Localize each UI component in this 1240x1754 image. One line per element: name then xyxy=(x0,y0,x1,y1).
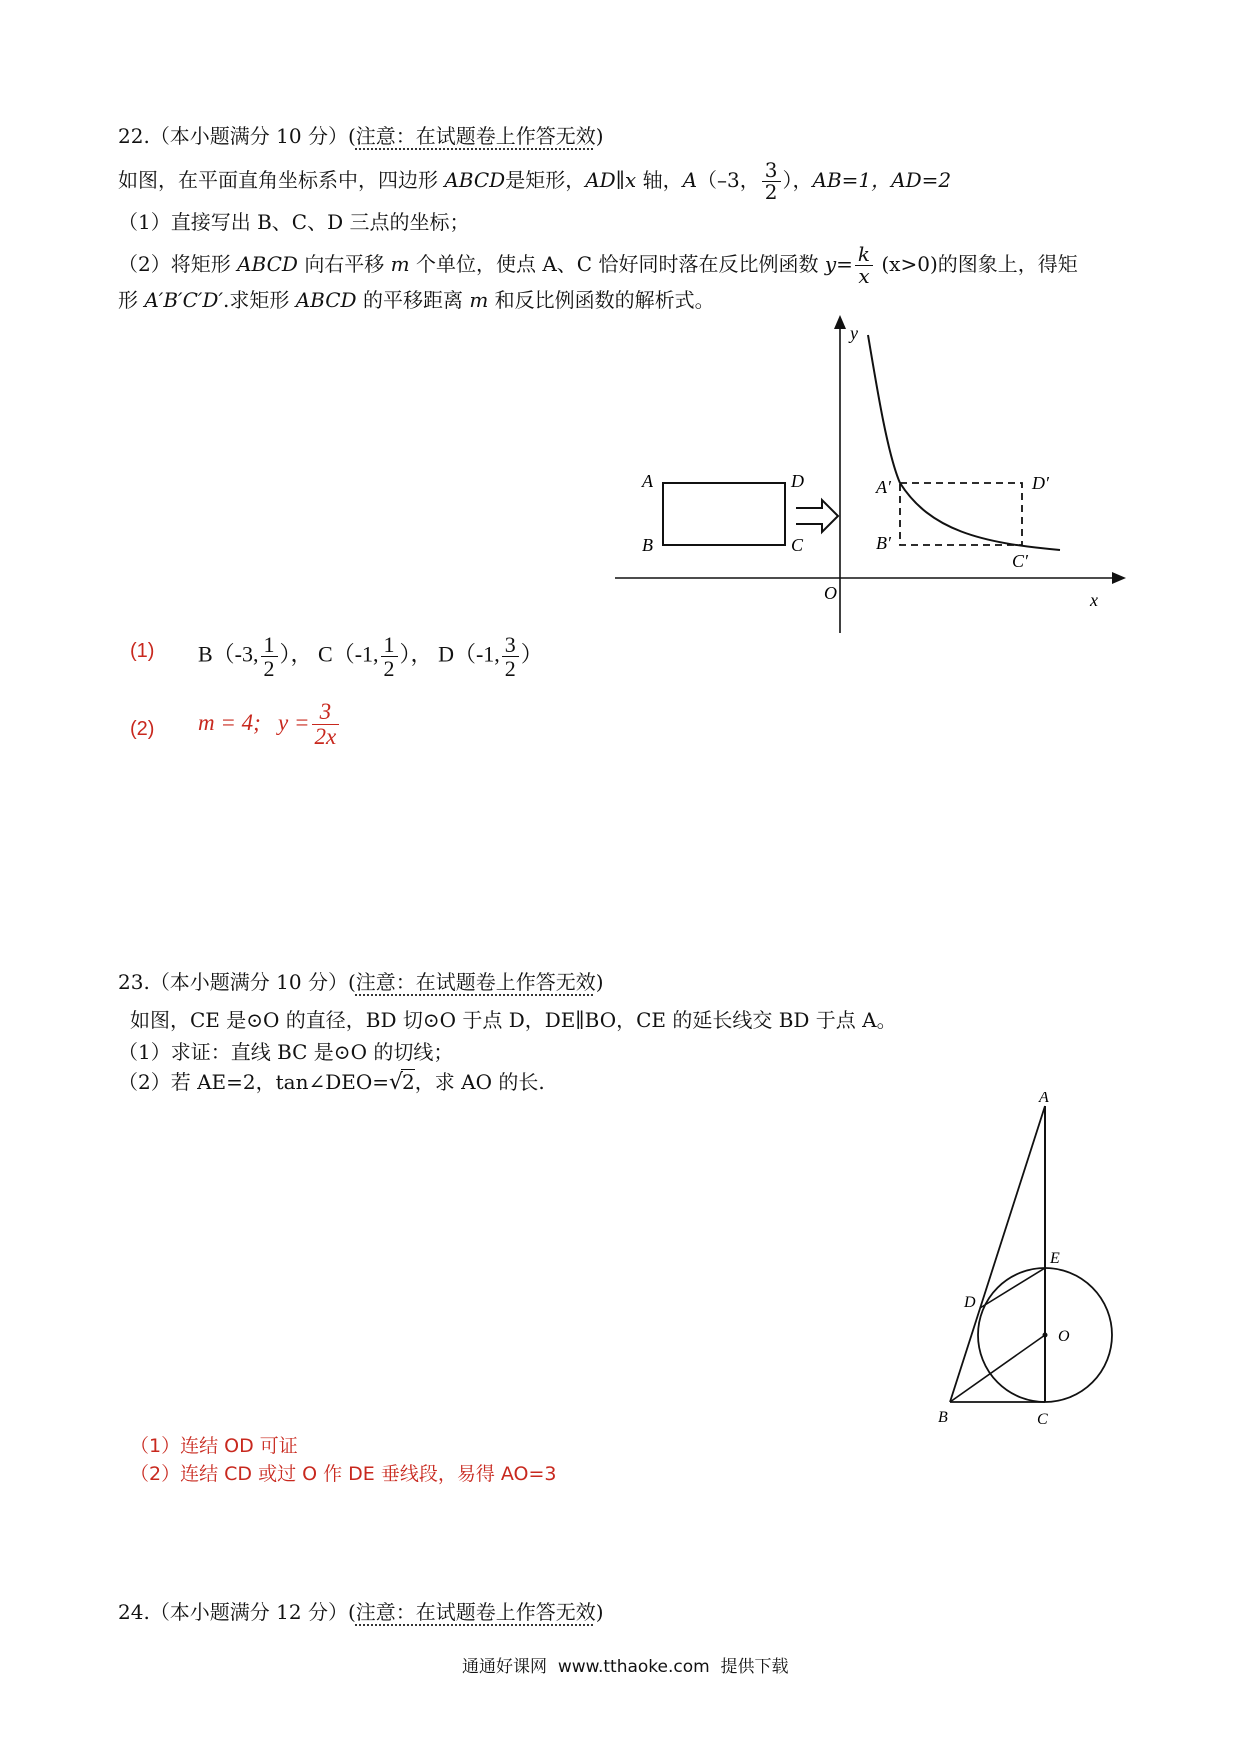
y-axis-arrow xyxy=(834,315,846,329)
q22-answer1: B（-3, $\frac{1}{2}$ ）， C（-1, $\frac{1}{2}$ ）， D（-1, $\frac{3}{2}$ ） xyxy=(198,632,543,682)
label-b: B xyxy=(938,1409,948,1426)
sqrt-icon: √ xyxy=(389,1070,404,1095)
label-c-prime: C′ xyxy=(1012,551,1028,571)
q24-note-label: 注意： xyxy=(355,1600,416,1624)
hyperbola-curve xyxy=(868,335,1060,550)
q22-answer1-label: (1) xyxy=(130,640,155,662)
line-bo xyxy=(950,1335,1045,1402)
center-point-o xyxy=(1043,1333,1048,1338)
label-y-axis: y xyxy=(850,323,858,343)
q23-answer2: （2）连结 CD 或过 O 作 DE 垂线段，易得 AO=3 xyxy=(130,1463,557,1485)
translate-arrow-icon xyxy=(796,500,838,532)
label-d: D xyxy=(964,1294,976,1311)
line-ab xyxy=(950,1106,1045,1402)
q22-header: 22.（本小题满分 10 分）(注意：在试题卷上作答无效) xyxy=(118,124,604,148)
q22-figure xyxy=(600,315,1130,635)
q23-part1: （1）求证：直线 BC 是⊙O 的切线； xyxy=(118,1040,454,1064)
q23-score: （本小题满分 10 分） xyxy=(149,970,348,994)
label-c: C xyxy=(791,535,804,555)
q22-number: 22. xyxy=(118,124,150,148)
q22-answer2: m = 4; y = $\frac{3}{2x}$ xyxy=(198,700,341,749)
label-x-axis: x xyxy=(1090,590,1098,610)
label-b-prime: B′ xyxy=(876,533,891,553)
q22-function-fraction: $\frac{k}{x}$ xyxy=(855,244,873,287)
label-a: A xyxy=(1039,1092,1049,1106)
line-de xyxy=(980,1268,1045,1308)
q23-header: 23.（本小题满分 10 分）(注意：在试题卷上作答无效) xyxy=(118,970,604,994)
label-a: A xyxy=(642,471,653,491)
q23-part2: （2）若 AE=2，tan∠DEO=√2，求 AO 的长. xyxy=(118,1070,545,1095)
footer-site-name: 通通好课网 xyxy=(462,1657,547,1677)
label-d-prime: D′ xyxy=(1032,473,1049,493)
q22-stem: 如图，在平面直角坐标系中，四边形 ABCD是矩形，AD∥x 轴，A（–3， $\frac{3}{2}$ ），AB=1，AD=2 xyxy=(118,158,952,204)
q22-a-fraction: $\frac{3}{2}$ xyxy=(762,160,781,203)
q22-answer2-label: (2) xyxy=(130,718,155,740)
q23-stem: 如图，CE 是⊙O 的直径，BD 切⊙O 于点 D，DE∥BO，CE 的延长线交 BD 于点 A。 xyxy=(130,1008,897,1032)
label-o: O xyxy=(1058,1328,1070,1345)
rectangle-abcd xyxy=(663,483,785,545)
label-e: E xyxy=(1050,1250,1060,1267)
q22-note-text: 在试题卷上作答无效 xyxy=(415,124,596,148)
footer-suffix: 提供下载 xyxy=(720,1657,789,1677)
q24-score: （本小题满分 12 分） xyxy=(149,1600,348,1624)
label-a-prime: A′ xyxy=(876,477,891,497)
label-c: C xyxy=(1037,1411,1048,1428)
q23-number: 23. xyxy=(118,970,150,994)
page-footer xyxy=(462,1652,789,1677)
q24-number: 24. xyxy=(118,1600,150,1624)
q22-part2-line1: （2）将矩形 ABCD 向右平移 m 个单位，使点 A、C 恰好同时落在反比例函数 y= $\frac{k}{x}$ (x>0)的图象上，得矩 xyxy=(118,242,1078,288)
q23-answer1: （1）连结 OD 可证 xyxy=(130,1435,298,1457)
x-axis-arrow xyxy=(1112,572,1126,584)
q22-score: （本小题满分 10 分） xyxy=(149,124,348,148)
q23-figure xyxy=(930,1092,1140,1432)
rectangle-a1b1c1d1 xyxy=(900,483,1022,545)
q23-note-label: 注意： xyxy=(355,970,416,994)
q23-note-text: 在试题卷上作答无效 xyxy=(415,970,596,994)
label-b: B xyxy=(642,535,653,555)
footer-site-url: www.tthaoke.com xyxy=(557,1657,710,1677)
label-origin: O xyxy=(824,583,837,603)
q24-note-text: 在试题卷上作答无效 xyxy=(415,1600,596,1624)
q22-part1: （1）直接写出 B、C、D 三点的坐标； xyxy=(118,210,470,234)
q22-part2-line2: 形 A′B′C′D′.求矩形 ABCD 的平移距离 m 和反比例函数的解析式。 xyxy=(118,288,715,312)
q24-header: 24.（本小题满分 12 分）(注意：在试题卷上作答无效) xyxy=(118,1600,604,1624)
q22-note-label: 注意： xyxy=(355,124,416,148)
label-d: D xyxy=(791,471,804,491)
